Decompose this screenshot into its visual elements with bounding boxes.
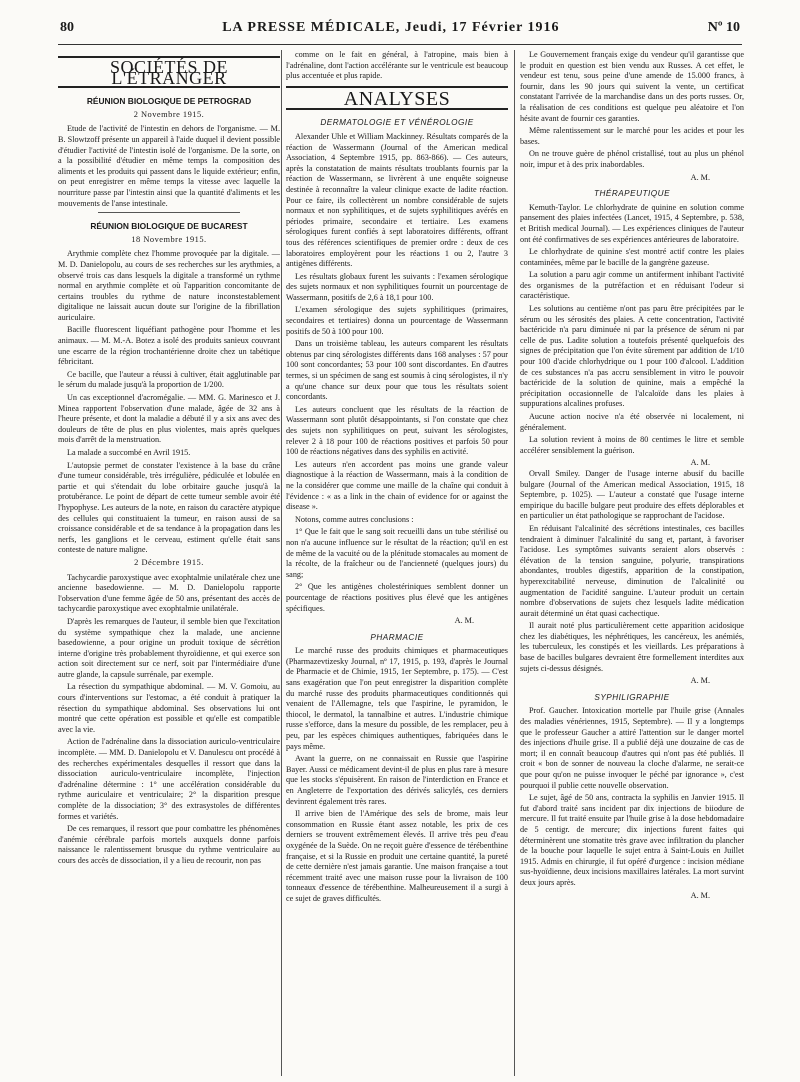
issue-number: Nº 10 xyxy=(707,20,740,35)
paragraph: Aucune action nocive n'a été observée ni localement, ni généralement. xyxy=(520,412,744,432)
paragraph: L'autopsie permet de constater l'existence à la base du crâne d'une tumeur considérable, très irrégulière, pédiculée et lobulée en partie et qui s'étendait du lobe orbitaire gauche jusqu'à la protubérance. Le point de départ de cette tumeur semble avoir été l'hypophyse. Les auteurs de la note, en raison du caractère atypique des cellules qui constituaient la tumeur, en raison aussi de sa croissance considérable et de sa tendance à la propagation dans les nerfs, les ganglions et le cerveau, estiment qu'elle était sans conteste de nature maligne. xyxy=(58,460,280,555)
paragraph: Avant la guerre, on ne connaissait en Russie que l'aspirine Bayer. Aussi ce médicament devint-il de plus en plus rare à mesure que les stocks s'épuisèrent. En raison de l'interdiction en France et en Angleterre de l'exportation des dérivés salicylés, ces derniers devinrent également très rares. xyxy=(286,754,508,806)
paragraph: Les auteurs concluent que les résultats de la réaction de Wassermann sont plutôt désappointants, si l'on constate que chez des sujets non syphilitiques on peut, suivant les sérologistes, relever 2 à 18 pour 100 de réactions positives et parfois 50 pour 100 de réactions négatives dans des syphilis en activité. xyxy=(286,404,508,457)
signature: A. M. xyxy=(690,890,710,900)
signature: A. M. xyxy=(454,616,474,626)
paragraph: Un cas exceptionnel d'acromégalie. — MM. G. Marinesco et J. Minea rapportent l'observation d'une malade, âgée de 32 ans à l'heure présente, et dont la maladie a débuté il y a six ans avec des douleurs de tête de plus en plus violentes, mais après quelques mois d'arrêt de la menstruation. xyxy=(58,393,280,445)
paragraph: Action de l'adrénaline dans la dissociation auriculo-ventriculaire incomplète. — MM. D. Danielopolu et V. Danulescu ont procédé à des recherches expérimentales desquelles il ressort que dans la dissociation auriculo-ventriculaire incomplète, l'injection d'adrénaline détermine : 1° une accélération considérable du rythme auriculaire et ventriculaire; 2° la disparition presque complète de la dissociation; 3° des extrasystoles de différentes formes et variétés. xyxy=(58,737,280,821)
paragraph: 1° Que le fait que le sang soit recueilli dans un tube stérilisé ou non n'a aucune influence sur le résultat de la réaction; qu'il en est de même de la vacuité ou de la plénitude stomacales au moment de la récolte, de la fraîcheur ou de l'ancienneté (quelques jours) du sang; xyxy=(286,527,508,579)
rubric-heading: THÉRAPEUTIQUE xyxy=(593,189,671,199)
paragraph: De ces remarques, il ressort que pour combattre les phénomènes d'anémie cérébrale parfois mortels auxquels donne parfois naissance le ralentissement brusque du rythme ventriculaire au cours des accès de dissociation, il y a lieu de recourir, non pas xyxy=(58,824,280,865)
paragraph: Même ralentissement sur le marché pour les acides et pour les bases. xyxy=(520,126,744,146)
column-divider xyxy=(281,50,282,1076)
divider xyxy=(98,212,240,213)
column-divider xyxy=(514,50,515,1076)
signature: A. M. xyxy=(690,458,710,468)
header-rule xyxy=(58,44,742,45)
paragraph: Le chlorhydrate de quinine s'est montré actif contre les plaies contaminées, même par le bacille de la gangrène gazeuse. xyxy=(520,247,744,267)
paragraph: L'examen sérologique des sujets syphilitiques (primaires, secondaires et tertiaires) donna un pourcentage de Wassermann positifs de 50 à 100 pour 100. xyxy=(286,305,508,336)
signature: A. M. xyxy=(690,676,710,686)
paragraph: Dans un troisième tableau, les auteurs comparent les résultats obtenus par cinq sérologistes différents dans 168 analyses : 57 pour 100 sont concordantes; 53 pour 100 sont discordantes. En d'autres termes, si un spécimen de sang est soumis à cinq sérologistes, il n'y a qu'une chance sur deux pour que tous les résultats soient concordants. xyxy=(286,339,508,402)
page-number: 80 xyxy=(60,20,74,35)
session-date: 2 Novembre 1915. xyxy=(133,109,205,119)
paragraph: Le marché russe des produits chimiques et pharmaceutiques (Pharmazevtizesky Journal, nº 17, 1915, p. 193, d'après le Journal de Pharmacie et de Chimie, 1915, 1er Septembre, p. 175). — C'est sans exagération que l'on peut enregistrer la disparition complète du marché russe des produits pharmaceutiques conditionnés qui venaient de l'Allemagne, tels que l'aspirine, le pyramidon, le thiocol, le dermatol, la tannalbine et autres. L'industrie chimique russe s'efforce, dans la mesure du possible, de les remplacer, peu à peu, par les espèces chimiques authentiques, fabriquées dans le pays même. xyxy=(286,646,508,751)
society-heading: RÉUNION BIOLOGIQUE DE PETROGRAD xyxy=(86,96,252,107)
section-title: ANALYSES xyxy=(286,86,508,111)
paragraph: La solution revient à moins de 80 centimes le litre et semble accélérer sensiblement la guérison. xyxy=(520,435,744,455)
paragraph: Les auteurs n'en accordent pas moins une grande valeur diagnostique à la réaction de Wassermann, mais à la condition de ne la considérer que comme une maille de la chaîne qui conduit à l'évidence : « as a link in the chain of evidence for or against the disease ». xyxy=(286,459,508,512)
rubric-heading: DERMATOLOGIE ET VÉNÉROLOGIE xyxy=(320,118,474,128)
page-header xyxy=(60,20,740,42)
society-heading: RÉUNION BIOLOGIQUE DE BUCAREST xyxy=(90,221,248,232)
paragraph: Il aurait noté plus particulièrement cette apparition acidosique chez les diabétiques, les néphrétiques, les cancéreux, les anémiés, les tuberculeux, les constipés et les vieillards. Les préparations à base de bacilles bulgares devraient être formellement interdites aux sujets ci-dessus désignés. xyxy=(520,621,744,673)
paragraph: Notons, comme autres conclusions : xyxy=(295,514,414,524)
paragraph: comme on le fait en général, à l'atropine, mais bien à l'adrénaline, dont l'action accélérante sur le ventricule est beaucoup plus accentuée et plus rapide. xyxy=(286,50,508,81)
paragraph: Prof. Gaucher. Intoxication mortelle par l'huile grise (Annales des maladies vénériennes, 1915, Septembre). — Il y a longtemps que le professeur Gaucher a attiré l'attention sur le danger mortel des injections d'huile grise. Il a publié déjà une douzaine de cas de mort; il en connaît beaucoup d'autres qui n'ont pas été publiés. Il croit « bon de sonner de nouveau la cloche d'alarme, ne serait-ce que pour qu'on ne puisse invoquer le péché par ignorance », c'est pourquoi il publie cette nouvelle observation. xyxy=(520,706,744,790)
paragraph: Ce bacille, que l'auteur a réussi à cultiver, était agglutinable par le sérum du malade jusqu'à la proportion de 1/200. xyxy=(58,369,280,390)
session-date: 18 Novembre 1915. xyxy=(131,234,207,244)
column-2 xyxy=(286,50,508,1078)
paragraph: La malade a succombé en Avril 1915. xyxy=(67,448,191,457)
rubric-heading: PHARMACIE xyxy=(370,632,424,642)
paragraph: Les solutions au centième n'ont pas paru être précipitées par le sérum ou les sérosités des plaies. A cette concentration, l'activité bactéricide n'a paru diminuée ni par la présence de sérum ni par celle de pus. Ladite solution a toutefois présenté quelquefois des signes de précipitation que l'on évite sûrement par addition de 1/10 pour 100 d'acide chlorhydrique ou 1 pour 100 d'alcool. L'addition de ces substances n'a pas accru sensiblement in vitro le pouvoir bactéricide de la solution de quinine, mais a empêché la précipitation occasionnelle de l'alcaloïde dans les plaies à suppurations alcalines profuses. xyxy=(520,304,744,409)
paragraph: Il arrive bien de l'Amérique des sels de brome, mais leur consommation en Russie étant assez notable, les prix de ces derniers se trouvent extrêmement élevés. Il arrive très peu d'eau oxygénée de la Suède. On ne reçoit guère d'essence de térébenthine française, et si la Russie en produit une certaine quantité, la pureté de cette dernière n'est jamais garantie. Une maison française a tout récemment traité avec une maison russe pour la livraison de 100 tonneaux d'essence de térébenthine. Malheureusement il a surgi à ce sujet de graves difficultés. xyxy=(286,809,508,903)
paragraph: On ne trouve guère de phénol cristallisé, tout au plus un phénol noir, impur et à des prix inabordables. xyxy=(520,149,744,169)
paragraph: Etude de l'activité de l'intestin en dehors de l'organisme. — M. B. Slowtzoff présente un appareil à l'aide duquel il devient possible d'étudier l'activité de l'intestin isolé de l'organisme. De la sorte, on a la possibilité d'étudier en même temps la composition des aliments et les produits qui passent dans le liquide extérieur; enfin, on peut enregistrer en même temps la vitesse avec laquelle la nourriture passe par l'intestin ainsi que la quantité d'aliments et les mouvements de l'anse intestinale. xyxy=(58,124,280,208)
column-1 xyxy=(58,50,280,1078)
signature: A. M. xyxy=(690,172,710,182)
paragraph: En réduisant l'alcalinité des sécrétions intestinales, ces bacilles tendraient à diminuer l'alcalinité du sang et, partant, à favoriser l'acidose. Les symptômes suivants seraient alors observés : élévation de la tension sanguine, polyurie, transpirations abondantes, troubles digestifs, apparition de la constipation, hyperexcitabilité nerveuse, diminution de l'alcalinité ou augmentation de l'acidité sanguine. L'auteur produit un certain nombre d'observations de sujets chez lesquels ladite médication aurait déterminé un état quasi cachectique. xyxy=(520,523,744,618)
section-title: SOCIÉTÉS DE L'ÉTRANGER xyxy=(58,56,280,88)
paragraph: Le sujet, âgé de 50 ans, contracta la syphilis en Janvier 1915. Il fut d'abord traité sans incident par dix injections de biiodure de mercure. Il fut traité ensuite par l'huile grise à la dose hebdomadaire de 5 centigr. de mercure; dix injections furent faites qui déterminèrent une stomatite très grave avec infiltration du plancher de la bouche pour laquelle le sujet entra à Saint-Louis en Juillet 1915. Admis en chirurgie, il fut opéré d'urgence : incision médiane sus-hyoïdienne, deux incisions maxillaires latérales. La mort survint deux jours après. xyxy=(520,793,744,887)
column-3 xyxy=(520,50,744,1078)
paragraph: 2° Que les antigènes cholestériniques semblent donner un pourcentage de réactions positives plus élevé que les antigènes spécifiques. xyxy=(286,582,508,613)
paragraph: Kemuth-Taylor. Le chlorhydrate de quinine en solution comme pansement des plaies infectées (Lancet, 1915, 4 Septembre, p. 538, et British medical Journal). — Les expériences cliniques de l'auteur ont été confirmatives de ses expériences antérieures de laboratoire. xyxy=(520,202,744,244)
journal-title: LA PRESSE MÉDICALE, Jeudi, 17 Février 1916 xyxy=(222,20,560,35)
session-date: 2 Décembre 1915. xyxy=(134,557,204,567)
paragraph: Le Gouvernement français exige du vendeur qu'il garantisse que le produit en question est bien vendu aux Russes. A cet effet, le vendeur est tenu, sous peine d'une amende de 15.000 francs, à fournir, dans les 90 jours qui suivent la vente, un certificat constatant l'arrivée de la marchandise dans un des ports russes. Or, la réalisation de ces conditions est quelque peu aléatoire et l'on hésite avant de fournir ces garanties. xyxy=(520,50,744,123)
paragraph: Arythmie complète chez l'homme provoquée par la digitale. — M. D. Danielopolu, au cours de ses recherches sur les arythmies, a observé trois cas dans lesquels la digitale a transformé un rythme normal en arythmie complète et où l'apparition concomitante de certains troubles du rythme de nature inconstestablement digitalique ne laissait aucun doute sur l'origine de la fibrillation auriculaire. xyxy=(58,249,280,322)
rubric-heading: SYPHILIGRAPHIE xyxy=(594,692,670,702)
paragraph: La solution a paru agir comme un antiferment inhibant l'activité des organismes de la putréfaction et en réduisant l'odeur si caractéristique. xyxy=(520,270,744,301)
paragraph: Orvall Smiley. Danger de l'usage interne abusif du bacille bulgare (Journal of the American medical Association, 1915, 18 Septembre, p. 1025). — L'auteur a constaté que l'usage interne empirique du bacille bulgare peut produire des effets déplorables et en particulier un état pathologique se rapprochant de l'acidose. xyxy=(520,468,744,521)
paragraph: Les résultats globaux furent les suivants : l'examen sérologique des sujets normaux et non syphilitiques fournit un pourcentage de Wassermann, positifs de 2,6 à 18,1 pour 100. xyxy=(286,271,508,302)
paragraph: Tachycardie paroxystique avec exophtalmie unilatérale chez une ancienne basedowienne. — M. D. Danielopolu rapporte l'observation d'une femme âgée de 50 ans, présentant des accès de tachycardie paroxystique avec exophtalmie unilatérale. xyxy=(58,572,280,614)
paragraph: Bacille fluorescent liquéfiant pathogène pour l'homme et les animaux. — M. M.-A. Botez a isolé des produits sanieux couvrant une escarre de la région trochantérienne droite chez un tabétique fébricitant. xyxy=(58,325,280,367)
paragraph: Alexander Uhle et William Mackinney. Résultats comparés de la réaction de Wassermann (Journal of the American medical Association, 4 Septembre 1915, pp. 863-866). — Ces auteurs, après la constatation de maints résultats troublants fournis par la réaction de Wassermann, se livrèrent à une enquête soigneuse destinée à reconnaître la valeur clinique exacte de ladite réaction. Pour ce faire, ils collectèrent un nombre considérable de sujets normaux et non syphilitiques, et de sujets syphilitiques avérés en périodes primaire, secondaire et tertiaire. Les examens sérologiques furent confiés à sept laboratoires différents, offrant tous des références scientifiques de premier ordre : deux de ces laboratoires employèrent pour les réactions 1 ou 2, l'autre 3 antigènes différents. xyxy=(286,131,508,269)
paragraph: La résection du sympathique abdominal. — M. V. Gomoiu, au cours d'interventions sur l'estomac, a été conduit à pratiquer la résection du sympathique abdominal. Ses observations lui ont montré que cette opération est possible et qu'elle est compatible avec la vie. xyxy=(58,682,280,734)
paragraph: D'après les remarques de l'auteur, il semble bien que l'excitation du système sympathique chez la malade, une ancienne basedowienne, a pour origine un produit toxique de sécrétion interne d'origine très probablement thyroïdienne, et qui exerce son action soit directement sur ce nerf, soit par l'intermédiaire d'une autre glande, la capsule surrénale, par exemple. xyxy=(58,616,280,679)
